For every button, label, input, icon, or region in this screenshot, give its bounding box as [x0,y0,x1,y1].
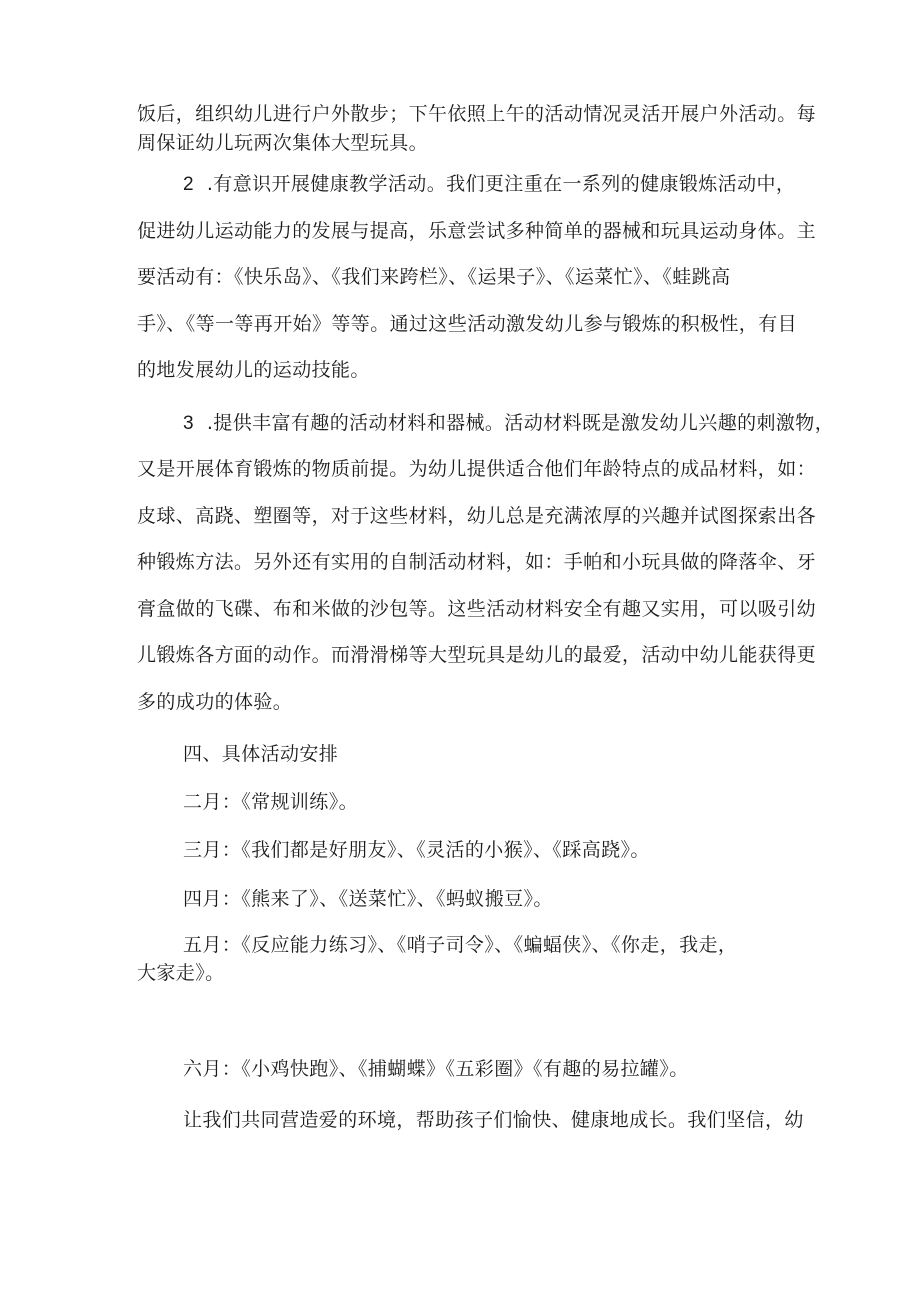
schedule-march: 三月：《我们都是好朋友》、《灵活的小猴》、《踩高跷》。 [183,839,650,861]
paragraph-3-line-7: 多的成功的体验。 [137,691,293,713]
paragraph-2-line-3: 要活动有：《快乐岛》、《我们来跨栏》、《运果子》、《运菜忙》、《蛙跳高 [137,266,731,288]
paragraph-2-line-1 [183,172,795,197]
paragraph-3-line-6: 儿锻炼各方面的动作。而滑滑梯等大型玩具是幼儿的最爱，活动中幼儿能获得更 [137,644,817,666]
paragraph-3-line-2: 又是开展体育锻炼的物质前提。为幼儿提供适合他们年龄特点的成品材料，如： [137,458,817,480]
item-number-2: 2 [183,174,194,195]
paragraph-3-line-4: 种锻炼方法。另外还有实用的自制活动材料，如：手帕和小玩具做的降落伞、牙 [137,551,817,573]
schedule-february: 二月：《常规训练》。 [183,791,359,813]
section-heading-activity-schedule: 四、具体活动安排 [183,743,339,765]
paragraph-2-line-1-text: .有意识开展健康教学活动。我们更注重在一系列的健康锻炼活动中， [206,173,796,195]
paragraph-1-line-1: 饭后，组织幼儿进行户外散步；下午依照上午的活动情况灵活开展户外活动。每 [137,103,817,125]
schedule-april: 四月：《熊来了》、《送菜忙》、《蚂蚁搬豆》。 [183,888,553,910]
paragraph-3-line-1 [183,411,834,436]
paragraph-1-line-2: 周保证幼儿玩两次集体大型玩具。 [137,132,429,154]
paragraph-2-line-5: 的地发展幼儿的运动技能。 [137,359,370,381]
schedule-may-line-1: 五月：《反应能力练习》、《哨子司令》、《蝙蝠侠》、《你走，我走， [183,934,738,956]
paragraph-3-line-1-text: .提供丰富有趣的活动材料和器械。活动材料既是激发幼儿兴趣的刺激物， [206,412,835,434]
schedule-may-line-2: 大家走》。 [137,962,225,984]
item-number-3: 3 [183,413,194,434]
paragraph-2-line-2: 促进幼儿运动能力的发展与提高，乐意尝试多种简单的器械和玩具运动身体。主 [137,220,817,242]
schedule-june: 六月：《小鸡快跑》、《捕蝴蝶》《五彩圈》《有趣的易拉罐》。 [183,1058,689,1080]
paragraph-2-line-4: 手》、《等一等再开始》等等。通过这些活动激发幼儿参与锻炼的积极性，有目 [137,313,798,335]
closing-paragraph-line-1: 让我们共同营造爱的环境，帮助孩子们愉快、健康地成长。我们坚信，幼 [183,1109,804,1131]
paragraph-3-line-3: 皮球、高跷、塑圈等，对于这些材料，幼儿总是充满浓厚的兴趣并试图探索出各 [137,505,817,527]
paragraph-3-line-5: 膏盒做的飞碟、布和米做的沙包等。这些活动材料安全有趣又实用，可以吸引幼 [137,598,817,620]
